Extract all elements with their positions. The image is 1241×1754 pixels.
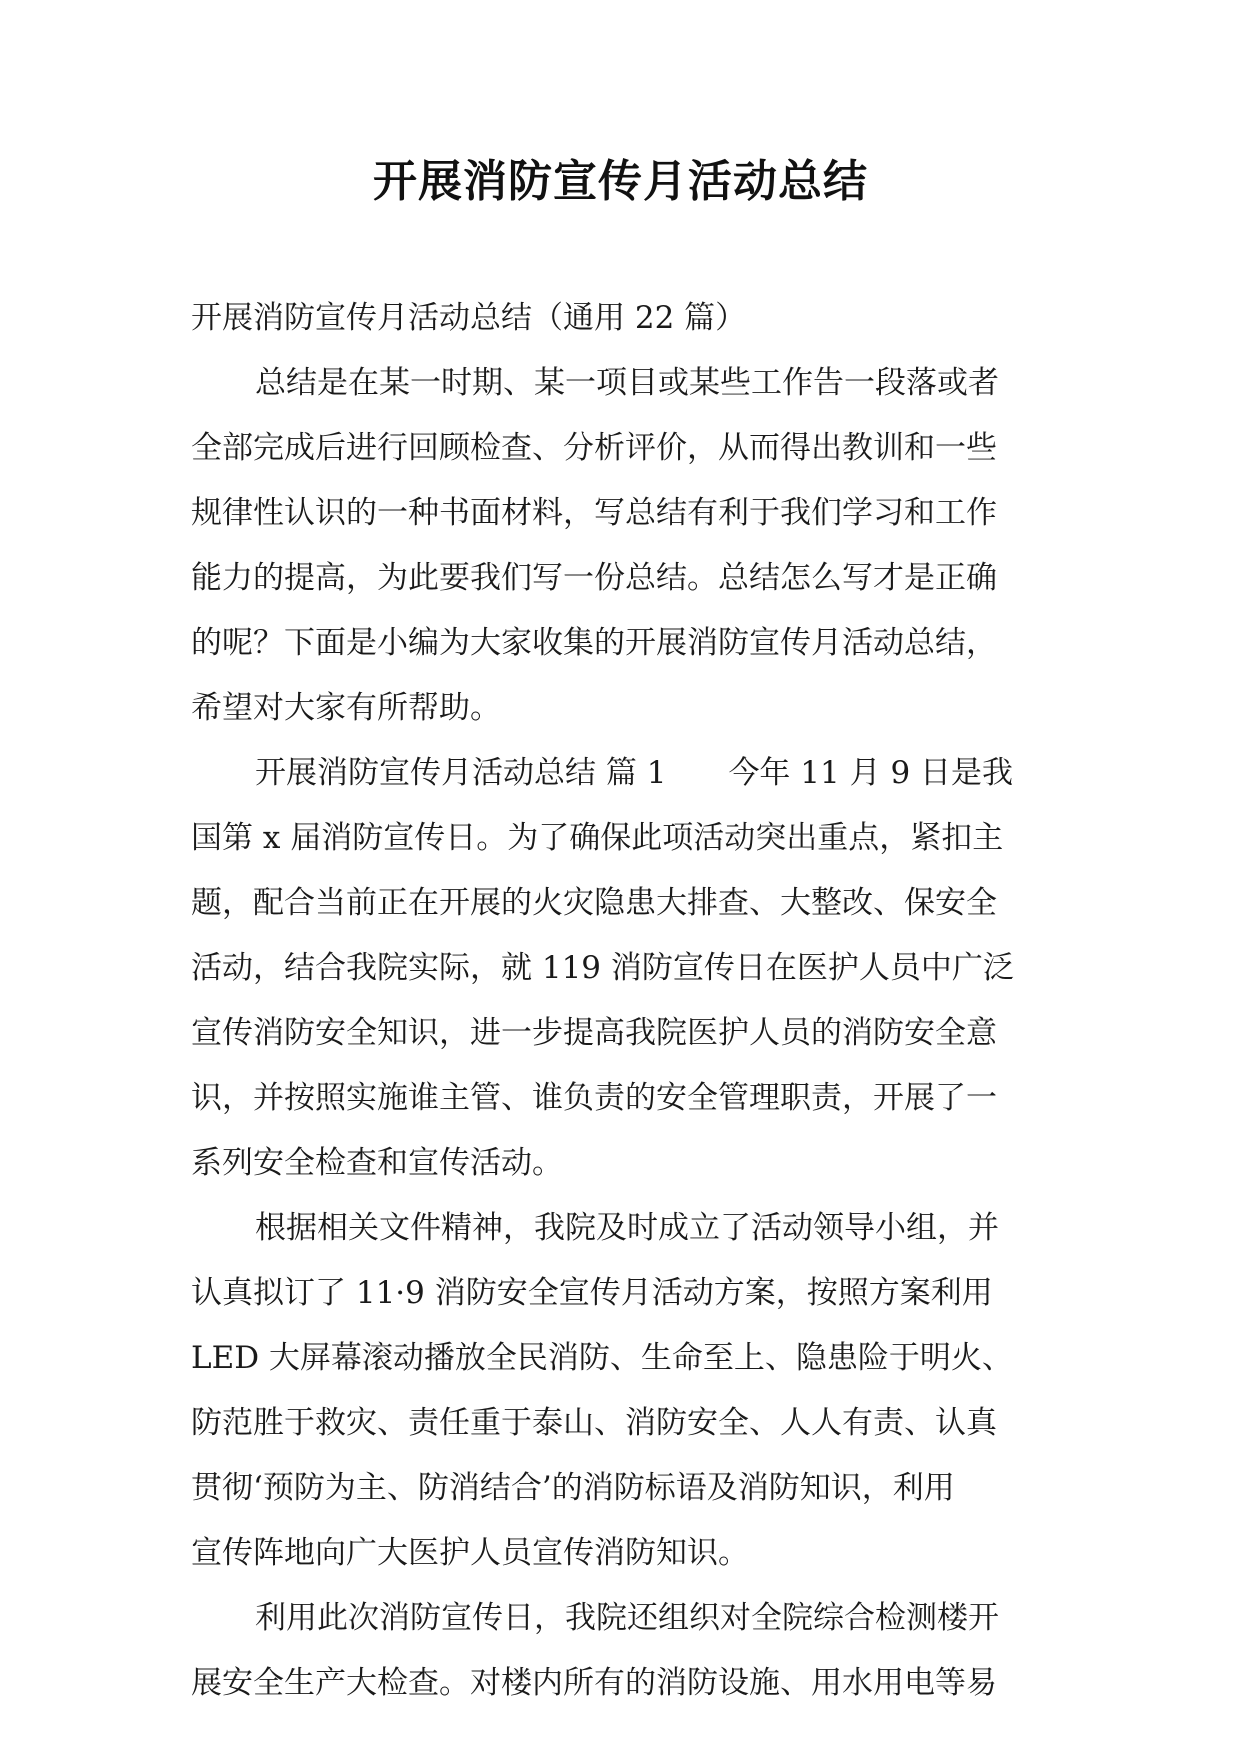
- paragraph-line: 国第 x 届消防宣传日。为了确保此项活动突出重点，紧扣主: [191, 820, 1004, 856]
- paragraph-line: 宣传阵地向广大医护人员宣传消防知识。: [191, 1535, 749, 1571]
- paragraph-line: 系列安全检查和宣传活动。: [191, 1145, 563, 1181]
- section-heading-line: [191, 741, 1055, 806]
- paragraph-line: 的呢？下面是小编为大家收集的开展消防宣传月活动总结，: [191, 625, 997, 661]
- paragraph-line: 希望对大家有所帮助。: [191, 690, 501, 726]
- paragraph-line: 防范胜于救灾、责任重于泰山、消防安全、人人有责、认真: [191, 1405, 997, 1441]
- paragraph-line: 宣传消防安全知识，进一步提高我院医护人员的消防安全意: [191, 1015, 997, 1051]
- paragraph-line: 规律性认识的一种书面材料，写总结有利于我们学习和工作: [191, 495, 997, 531]
- paragraph-line: 识，并按照实施谁主管、谁负责的安全管理职责，开展了一: [191, 1080, 997, 1116]
- document-body: [191, 286, 1055, 1716]
- paragraph-line: 根据相关文件精神，我院及时成立了活动领导小组，并: [255, 1210, 999, 1246]
- paragraph-line: 总结是在某一时期、某一项目或某些工作告一段落或者: [255, 365, 999, 401]
- subtitle-line: 开展消防宣传月活动总结（通用 22 篇）: [191, 300, 747, 336]
- paragraph-line: 能力的提高，为此要我们写一份总结。总结怎么写才是正确: [191, 560, 997, 596]
- paragraph-start: 今年 11 月 9 日是我: [728, 755, 1014, 791]
- paragraph-line: 全部完成后进行回顾检查、分析评价，从而得出教训和一些: [191, 430, 997, 466]
- section-heading: 开展消防宣传月活动总结 篇 1: [255, 755, 667, 791]
- paragraph-line: 利用此次消防宣传日，我院还组织对全院综合检测楼开: [255, 1600, 999, 1636]
- document-title: 开展消防宣传月活动总结: [373, 156, 868, 207]
- paragraph-line: 题，配合当前正在开展的火灾隐患大排查、大整改、保安全: [191, 885, 997, 921]
- paragraph-line: 展安全生产大检查。对楼内所有的消防设施、用水用电等易: [191, 1665, 997, 1701]
- paragraph-line: LED 大屏幕滚动播放全民消防、生命至上、隐患险于明火、: [191, 1340, 1013, 1376]
- paragraph-line: 活动，结合我院实际，就 119 消防宣传日在医护人员中广泛: [191, 950, 1014, 986]
- paragraph-line: 认真拟订了 11·9 消防安全宣传月活动方案，按照方案利用: [191, 1275, 993, 1311]
- paragraph-line: 贯彻‘预防为主、防消结合’的消防标语及消防知识，利用: [191, 1470, 955, 1506]
